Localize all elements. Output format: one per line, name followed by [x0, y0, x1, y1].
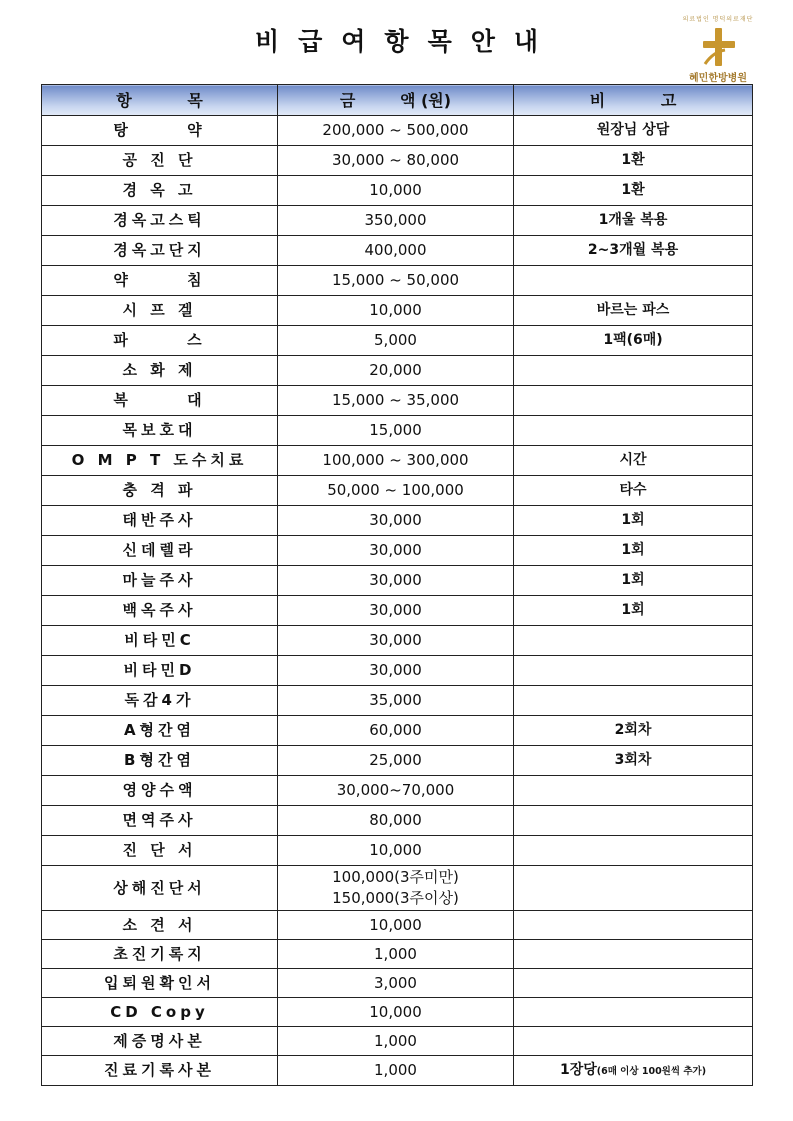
logo-name: 혜민한방병원	[689, 73, 747, 84]
table-row	[42, 506, 753, 536]
row-price: 3,000	[278, 969, 514, 998]
table-row	[42, 416, 753, 446]
row-price: 50,000 ~ 100,000	[278, 476, 514, 506]
table-row	[42, 566, 753, 596]
row-note	[514, 266, 753, 296]
table-row	[42, 656, 753, 686]
table-row	[42, 146, 753, 176]
row-item: 충 격 파	[42, 476, 278, 506]
row-item: 태반주사	[42, 506, 278, 536]
row-price-line: 100,000(3주미만)	[332, 868, 459, 886]
row-note: 2회차	[514, 716, 753, 746]
row-item: A형간염	[42, 716, 278, 746]
table-row	[42, 386, 753, 416]
row-price: 1,000	[278, 940, 514, 969]
row-note: 3회차	[514, 746, 753, 776]
row-price: 5,000	[278, 326, 514, 356]
row-item: 소 화 제	[42, 356, 278, 386]
table-row	[42, 998, 753, 1027]
row-item: 탕 약	[42, 116, 278, 146]
row-note: 1환	[514, 146, 753, 176]
table-row	[42, 1056, 753, 1086]
table-row	[42, 266, 753, 296]
row-note-main: 1장당	[559, 1061, 597, 1078]
table-row	[42, 806, 753, 836]
row-note	[514, 776, 753, 806]
row-item: 비타민C	[42, 626, 278, 656]
row-price: 15,000	[278, 416, 514, 446]
row-price: 1,000	[278, 1056, 514, 1086]
table-row	[42, 356, 753, 386]
row-item: 복 대	[42, 386, 278, 416]
row-note: 1회	[514, 596, 753, 626]
row-note	[514, 1027, 753, 1056]
row-item: 영양수액	[42, 776, 278, 806]
page-title: 비급여항목안내	[254, 27, 558, 56]
row-price: 10,000	[278, 296, 514, 326]
row-item: 경옥고단지	[42, 236, 278, 266]
table-row	[42, 716, 753, 746]
row-price: 10,000	[278, 998, 514, 1027]
hospital-cross-icon	[703, 28, 735, 66]
table-row	[42, 446, 753, 476]
row-item: 마늘주사	[42, 566, 278, 596]
table-row	[42, 536, 753, 566]
row-item: 면역주사	[42, 806, 278, 836]
header-note: 비 고	[514, 85, 753, 116]
table-row	[42, 911, 753, 940]
row-note	[514, 686, 753, 716]
row-item: 상해진단서	[42, 866, 278, 911]
header-item: 항 목	[42, 85, 278, 116]
row-note	[514, 1056, 753, 1086]
row-price: 15,000 ~ 35,000	[278, 386, 514, 416]
row-note: 시간	[514, 446, 753, 476]
row-note	[514, 998, 753, 1027]
row-price: 30,000 ~ 80,000	[278, 146, 514, 176]
row-price: 60,000	[278, 716, 514, 746]
row-note: 1회	[514, 536, 753, 566]
row-price: 10,000	[278, 911, 514, 940]
table-row	[42, 686, 753, 716]
row-note: 1개울 복용	[514, 206, 753, 236]
row-note	[514, 806, 753, 836]
row-price: 400,000	[278, 236, 514, 266]
row-price: 20,000	[278, 356, 514, 386]
table-row	[42, 940, 753, 969]
table-row	[42, 206, 753, 236]
row-note	[514, 626, 753, 656]
row-item: 진료기록사본	[42, 1056, 278, 1086]
table-row	[42, 969, 753, 998]
row-item: 목보호대	[42, 416, 278, 446]
row-price: 30,000	[278, 626, 514, 656]
row-price: 30,000~70,000	[278, 776, 514, 806]
row-item: 진 단 서	[42, 836, 278, 866]
row-item: 약 침	[42, 266, 278, 296]
row-item: 소 견 서	[42, 911, 278, 940]
table-row	[42, 596, 753, 626]
row-item: 경 옥 고	[42, 176, 278, 206]
row-item: O M P T 도수치료	[42, 446, 278, 476]
table-row	[42, 626, 753, 656]
table-row	[42, 836, 753, 866]
row-note	[514, 969, 753, 998]
row-price: 15,000 ~ 50,000	[278, 266, 514, 296]
row-note-small: (6매 이상 100원씩 추가)	[596, 1065, 707, 1077]
row-price: 1,000	[278, 1027, 514, 1056]
row-price: 30,000	[278, 536, 514, 566]
table-row	[42, 776, 753, 806]
table-row	[42, 116, 753, 146]
row-item: 시 프 겔	[42, 296, 278, 326]
table-row	[42, 746, 753, 776]
row-note: 1회	[514, 506, 753, 536]
row-price: 100,000 ~ 300,000	[278, 446, 514, 476]
row-item: 파 스	[42, 326, 278, 356]
table-row	[42, 476, 753, 506]
price-table	[41, 84, 753, 1086]
table-row	[42, 176, 753, 206]
table-row	[42, 326, 753, 356]
row-item: 초진기록지	[42, 940, 278, 969]
row-price: 30,000	[278, 596, 514, 626]
row-item: 비타민D	[42, 656, 278, 686]
row-price: 35,000	[278, 686, 514, 716]
row-price: 30,000	[278, 506, 514, 536]
row-price: 10,000	[278, 836, 514, 866]
row-item: 신데렐라	[42, 536, 278, 566]
table-row	[42, 296, 753, 326]
row-note	[514, 836, 753, 866]
row-price: 25,000	[278, 746, 514, 776]
row-note	[514, 356, 753, 386]
logo-arc-text: 의료법인 명덕의료재단	[682, 16, 754, 23]
row-note: 1환	[514, 176, 753, 206]
row-item: 독감4가	[42, 686, 278, 716]
table-row	[42, 1027, 753, 1056]
row-note: 원장님 상담	[514, 116, 753, 146]
row-note	[514, 386, 753, 416]
row-item: 공 진 단	[42, 146, 278, 176]
row-item: 입퇴원확인서	[42, 969, 278, 998]
row-price: 10,000	[278, 176, 514, 206]
row-note: 2~3개월 복용	[514, 236, 753, 266]
row-note	[514, 911, 753, 940]
row-note: 1팩(6매)	[514, 326, 753, 356]
row-item: 경옥고스틱	[42, 206, 278, 236]
row-note: 바르는 파스	[514, 296, 753, 326]
row-price: 30,000	[278, 566, 514, 596]
hospital-logo	[668, 14, 768, 86]
row-price	[278, 866, 514, 911]
table-row	[42, 866, 753, 911]
row-note	[514, 866, 753, 911]
row-note	[514, 940, 753, 969]
row-note	[514, 416, 753, 446]
row-price: 80,000	[278, 806, 514, 836]
row-item: 제증명사본	[42, 1027, 278, 1056]
row-item: 백옥주사	[42, 596, 278, 626]
table-row	[42, 236, 753, 266]
row-note	[514, 656, 753, 686]
row-note: 타수	[514, 476, 753, 506]
header-price: 금 액 (원)	[278, 85, 514, 116]
row-price: 200,000 ~ 500,000	[278, 116, 514, 146]
row-price-line: 150,000(3주이상)	[332, 889, 459, 907]
row-item: CD Copy	[42, 998, 278, 1027]
row-price: 350,000	[278, 206, 514, 236]
row-note: 1회	[514, 566, 753, 596]
row-item: B형간염	[42, 746, 278, 776]
row-price: 30,000	[278, 656, 514, 686]
table-header-row	[42, 85, 753, 116]
